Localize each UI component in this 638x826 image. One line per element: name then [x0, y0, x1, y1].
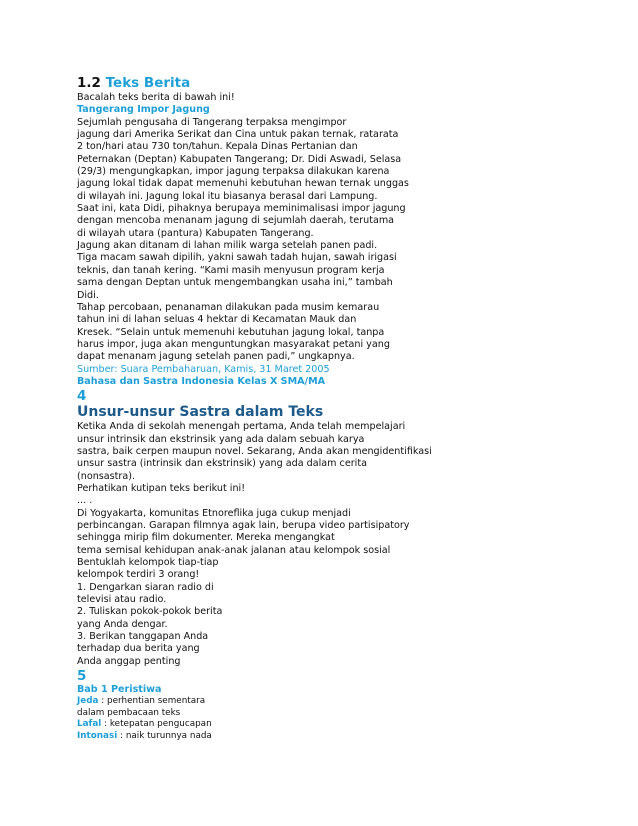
body-line: 1. Dengarkan siaran radio di	[77, 581, 214, 593]
glossary-separator: :	[117, 730, 126, 741]
glossary-entry	[77, 719, 597, 730]
body-line: ... .	[77, 495, 93, 507]
news-line: tahun ini di lahan seluas 4 hektar di Kecamatan Mauk dan	[77, 314, 357, 326]
glossary-separator: :	[98, 696, 108, 707]
news-line: 2 ton/hari atau 730 ton/tahun. Kepala Dinas Pertanian dan	[77, 141, 358, 153]
section-title: Teks Berita	[105, 75, 191, 91]
body-line: Bentuklah kelompok tiap-tiap	[77, 557, 219, 569]
body-line: sastra, baik cerpen maupun novel. Sekarang, Anda akan mengidentifikasi	[77, 445, 432, 457]
glossary-term: Jeda	[77, 696, 99, 707]
chapter-label: Bab 1 Peristiwa	[77, 684, 162, 696]
glossary-definition: perhentian sementara	[107, 696, 206, 707]
page-number: 4	[77, 388, 87, 405]
body-line: tema semisal kehidupan anak-anak jalanan atau kelompok sosial	[77, 544, 391, 556]
glossary-entry	[77, 696, 597, 707]
body-line: kelompok terdiri 3 orang!	[77, 569, 200, 581]
news-line: Tiga macam sawah dipilih, yakni sawah tadah hujan, sawah irigasi	[77, 252, 397, 264]
section-number: 1.2	[77, 75, 101, 91]
news-line: Sejumlah pengusaha di Tangerang terpaksa mengimpor	[77, 116, 347, 128]
section-title-unsur-sastra: Unsur-unsur Sastra dalam Teks	[77, 404, 324, 421]
section2-body	[77, 421, 597, 668]
body-line: 2. Tuliskan pokok-pokok berita	[77, 606, 223, 618]
body-line: 3. Berikan tanggapan Anda	[77, 631, 209, 643]
news-line: jagung dari Amerika Serikat dan Cina untuk pakan ternak, ratarata	[77, 129, 399, 141]
glossary-definition: naik turunnya nada	[125, 730, 212, 741]
news-source: Sumber: Suara Pembaharuan, Kamis, 31 Maret 2005	[77, 363, 330, 375]
news-title: Tangerang Impor Jagung	[77, 104, 210, 116]
body-line: unsur sastra (intrinsik dan ekstrinsik) yang ada dalam cerita	[77, 458, 367, 470]
news-line: Peternakan (Deptan) Kabupaten Tangerang; Dr. Didi Aswadi, Selasa	[77, 153, 402, 165]
body-line: televisi atau radio.	[77, 594, 167, 606]
news-line: (29/3) mengungkapkan, impor jagung terpaksa dilakukan karena	[77, 166, 390, 178]
glossary	[77, 696, 597, 742]
news-line: jagung lokal tidak dapat memenuhi kebutuhan hewan ternak unggas	[77, 178, 409, 190]
glossary-definition: ketepatan pengucapan	[109, 719, 212, 730]
news-line: di wilayah ini. Jagung lokal itu biasanya berasal dari Lampung.	[77, 190, 378, 202]
body-line: Anda anggap penting	[77, 655, 181, 667]
news-line: dengan mencoba menanam jagung di sejumlah daerah, terutama	[77, 215, 395, 227]
body-line: Ketika Anda di sekolah menengah pertama, Anda telah mempelajari	[77, 421, 406, 433]
body-line: sehingga mirip film dokumenter. Mereka mengangkat	[77, 532, 335, 544]
document-content	[77, 75, 597, 742]
news-line: Kresek. “Selain untuk memenuhi kebutuhan jagung lokal, tanpa	[77, 326, 385, 338]
body-line: yang Anda dengar.	[77, 618, 168, 630]
intro-instruction: Bacalah teks berita di bawah ini!	[77, 92, 235, 103]
body-line: Di Yogyakarta, komunitas Etnoreflika juga cukup menjadi	[77, 507, 351, 519]
news-line: harus impor, juga akan menguntungkan masyarakat petani yang	[77, 338, 390, 350]
news-line: di wilayah utara (pantura) Kabupaten Tangerang.	[77, 227, 314, 239]
page-number: 5	[77, 668, 87, 685]
news-line: Saat ini, kata Didi, pihaknya berupaya meminimalisasi impor jagung	[77, 203, 406, 215]
body-line: terhadap dua berita yang	[77, 643, 200, 655]
news-line: dapat menanam jagung setelah panen padi,” ungkapnya.	[77, 351, 355, 363]
news-body	[77, 117, 597, 364]
news-line: Tahap percobaan, penanaman dilakukan pada musim kemarau	[77, 301, 380, 313]
glossary-definition: dalam pembacaan teks	[77, 707, 181, 718]
glossary-term: Lafal	[77, 719, 102, 730]
glossary-separator: :	[101, 719, 110, 730]
news-line: teknis, dan tanah kering. “Kami masih menyusun program kerja	[77, 264, 385, 276]
news-line: Jagung akan ditanam di lahan milik warga setelah panen padi.	[77, 240, 378, 252]
news-line: sama dengan Deptan untuk mengembangkan usaha ini,” tambah	[77, 277, 393, 289]
body-line: (nonsastra).	[77, 470, 136, 482]
glossary-entry	[77, 731, 597, 742]
section-heading-teks-berita	[77, 75, 597, 91]
glossary-term: Intonasi	[77, 730, 118, 741]
body-line: unsur intrinsik dan ekstrinsik yang ada dalam sebuah karya	[77, 433, 365, 445]
glossary-entry	[77, 708, 597, 719]
body-line: perbincangan. Garapan filmnya agak lain, berupa video partisipatory	[77, 520, 410, 531]
body-line: Perhatikan kutipan teks berikut ini!	[77, 482, 246, 494]
news-line: Didi.	[77, 289, 99, 301]
book-footer: Bahasa dan Sastra Indonesia Kelas X SMA/MA	[77, 375, 326, 387]
